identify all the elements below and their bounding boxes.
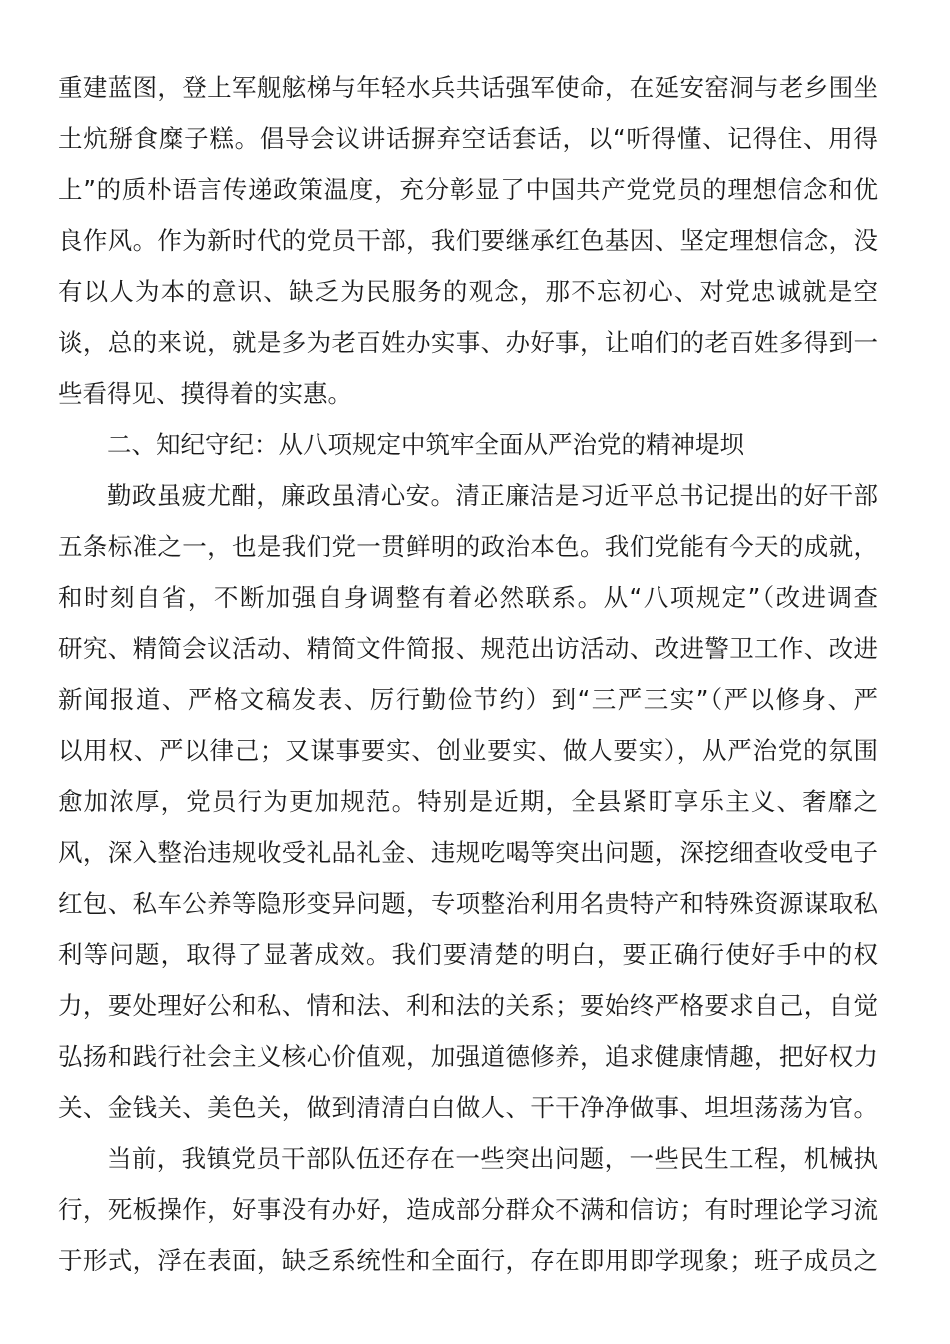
- text-line: 谈，总的来说，就是多为老百姓办实事、办好事，让咱们的老百姓多得到一: [58, 328, 878, 357]
- text-line: 土炕掰食糜子糕。倡导会议讲话摒弃空话套话，以“听得懂、记得住、用得: [58, 124, 878, 153]
- text-line: 关、金钱关、美色关，做到清清白白做人、干干净净做事、坦坦荡荡为官。: [58, 1093, 878, 1122]
- text-line: 于形式，浮在表面，缺乏系统性和全面行，存在即用即学现象；班子成员之: [58, 1246, 878, 1275]
- text-line: 重建蓝图，登上军舰舷梯与年轻水兵共话强军使命，在延安窑洞与老乡围坐: [58, 73, 878, 102]
- text-line: 良作风。作为新时代的党员干部，我们要继承红色基因、坚定理想信念，没: [58, 226, 878, 255]
- text-line: 愈加浓厚，党员行为更加规范。特别是近期，全县紧盯享乐主义、奢靡之: [58, 787, 878, 816]
- text-line: 勤政虽疲尤酣，廉政虽清心安。清正廉洁是习近平总书记提出的好干部: [107, 481, 878, 510]
- text-line: 些看得见、摸得着的实惠。: [58, 379, 352, 408]
- text-line: 利等问题，取得了显著成效。我们要清楚的明白，要正确行使好手中的权: [58, 940, 878, 969]
- text-line: 和时刻自省，不断加强自身调整有着必然联系。从“八项规定”（改进调查: [58, 583, 878, 612]
- text-line: 以用权、严以律己；又谋事要实、创业要实、做人要实），从严治党的氛围: [58, 736, 878, 765]
- text-line: 新闻报道、严格文稿发表、厉行勤俭节约）到“三严三实”（严以修身、严: [58, 685, 878, 714]
- text-line: 五条标准之一，也是我们党一贯鲜明的政治本色。我们党能有今天的成就，: [58, 532, 878, 561]
- text-line: 风，深入整治违规收受礼品礼金、违规吃喝等突出问题，深挖细查收受电子: [58, 838, 878, 867]
- text-line: 行，死板操作，好事没有办好，造成部分群众不满和信访；有时理论学习流: [58, 1195, 878, 1224]
- text-line: 弘扬和践行社会主义核心价值观，加强道德修养，追求健康情趣，把好权力: [58, 1042, 878, 1071]
- text-line: 当前，我镇党员干部队伍还存在一些突出问题，一些民生工程，机械执: [107, 1144, 878, 1173]
- text-line: 力，要处理好公和私、情和法、利和法的关系；要始终严格要求自己，自觉: [58, 991, 878, 1020]
- text-line: 研究、精简会议活动、精简文件简报、规范出访活动、改进警卫工作、改进: [58, 634, 878, 663]
- text-line: 有以人为本的意识、缺乏为民服务的观念，那不忘初心、对党忠诚就是空: [58, 277, 878, 306]
- text-line: 上”的质朴语言传递政策温度，充分彰显了中国共产党党员的理想信念和优: [58, 175, 878, 204]
- section-heading: 二、知纪守纪：从八项规定中筑牢全面从严治党的精神堤坝: [107, 430, 744, 459]
- text-line: 红包、私车公养等隐形变异问题，专项整治利用名贵特产和特殊资源谋取私: [58, 889, 878, 918]
